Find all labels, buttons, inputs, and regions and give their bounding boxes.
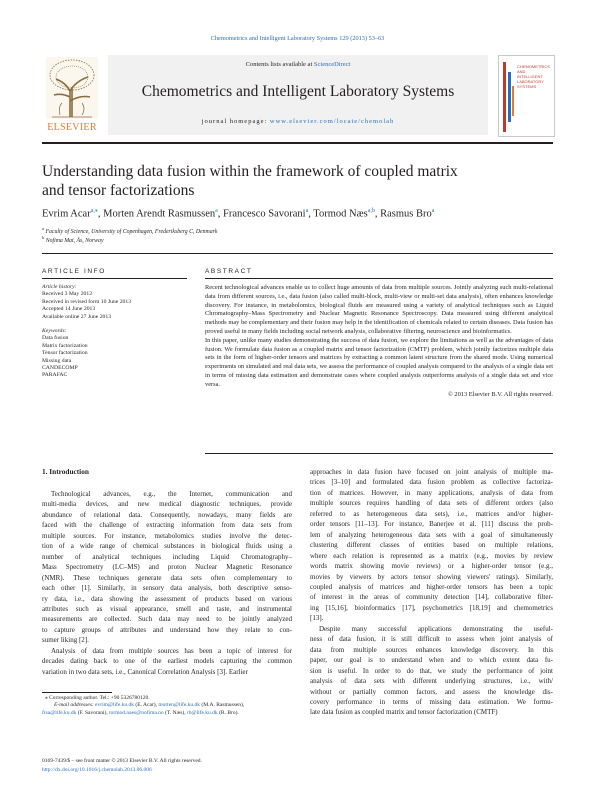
- keyword: PARAFAC: [42, 372, 68, 379]
- author-name[interactable]: Rasmus Bro: [380, 208, 432, 220]
- affiliation-text: Faculty of Science, University of Copenhagen, Frederiksberg C, Denmark: [45, 228, 218, 235]
- history-item: Available online 27 June 2013: [42, 313, 112, 320]
- body-text-line: of interest in the areas of community detection [14], collaborative filter-: [310, 593, 553, 602]
- sciencedirect-link[interactable]: ScienceDirect: [313, 61, 351, 68]
- body-text-line: faced with the challenge of extracting information from data sets from: [42, 521, 292, 530]
- body-text-line: movies by viewers by actors tensor showing viewers' ratings). Similarly,: [310, 572, 553, 581]
- email-owner: (R. Bro).: [217, 709, 239, 716]
- body-text-line: ness of data fusion, it is still difficult to assess when joint analysis of: [310, 635, 553, 644]
- footnote: [42, 695, 297, 717]
- affiliation: [42, 226, 217, 235]
- abstract-rule: [205, 278, 553, 279]
- author-separator: ,: [374, 208, 381, 220]
- email-owner: (M.A. Rasmussen),: [200, 702, 245, 709]
- abstract-bottom-rule: [205, 453, 553, 454]
- cover-title-line: INTELLIGENT: [517, 74, 543, 79]
- email-label: E-mail addresses:: [54, 702, 94, 709]
- body-text-line: data from multiple sources enhances knowledge discovery. In this: [310, 645, 553, 654]
- issn-line: 0169-7439/$ – see front matter © 2013 Elsevier B.V. All rights reserved.: [42, 758, 202, 764]
- history-item: Received in revised form 10 June 2013: [42, 298, 132, 305]
- cover-graphic-icon: [503, 62, 515, 132]
- body-text-line: ry data, i.e., data showing the assessment of products based on various: [42, 594, 292, 603]
- body-text-line: covery performance in terms of missing data estimation. We formu-: [310, 697, 553, 706]
- author-name[interactable]: Morten Arendt Rasmussen: [103, 208, 216, 220]
- abstract-copyright: © 2013 Elsevier B.V. All rights reserved.: [447, 390, 553, 398]
- email-owner: (F. Savorani),: [76, 709, 110, 716]
- email-owner: (E. Acar),: [134, 702, 159, 709]
- keywords-label: Keywords:: [42, 328, 67, 335]
- body-text-line: multiple sources. For instance, metabolomics studies involve the detec-: [42, 531, 292, 540]
- body-text-line: trices [3–10] and formulated data fusion problem as collective factoriza-: [310, 478, 553, 487]
- affiliation-mark: a: [42, 226, 44, 231]
- body-text-line: measurements are collected. Such data may need to be jointly analyzed: [42, 615, 292, 624]
- body-text-line: decades dating back to one of the earliest models capturing the common: [42, 657, 292, 666]
- body-text-line: multiple sources requires handling of data sets of different orders (also: [310, 499, 553, 508]
- body-text-line: words matrix showing movie reviews) or a higher-order tensor (e.g.,: [310, 562, 553, 571]
- publisher-name: ELSEVIER: [47, 122, 97, 133]
- body-text-line: sion is useful. In order to do that, we study the performance of joint: [310, 666, 553, 675]
- cover-title-line: AND: [517, 69, 526, 74]
- body-text-line: variation in two data sets, i.e., Canonical Correlation Analysis [3]. Earlier: [42, 667, 248, 676]
- elsevier-logo[interactable]: [42, 55, 102, 135]
- title-line: Understanding data fusion within the framework of coupled matrix: [42, 163, 458, 180]
- abstract: [205, 284, 553, 399]
- body-column-left: [42, 489, 292, 677]
- author-affiliation-mark[interactable]: a,⁎: [90, 208, 98, 214]
- affiliation-text: Nofima Mat, Ås, Norway: [45, 237, 104, 244]
- cover-title: [517, 64, 550, 89]
- journal-name: Chemometrics and Intelligent Laboratory Systems: [141, 83, 455, 100]
- author-list: [42, 207, 553, 220]
- masthead: [42, 55, 553, 150]
- abstract-heading: ABSTRACT: [205, 268, 253, 275]
- keyword: Matrix factorization: [42, 342, 88, 349]
- body-text-line: Mass Spectrometry (LC–MS) and proton Nuclear Magnetic Resonance: [42, 563, 292, 572]
- author-name[interactable]: Francesco Savorani: [223, 208, 306, 220]
- body-text-line: number of analytical techniques including Liquid Chromatography–: [42, 552, 292, 561]
- title-line: and tensor factorizations: [42, 182, 195, 199]
- body-text-line: without or partially common factors, and assess the knowledge dis-: [310, 687, 553, 696]
- body-text-line: sumer liking [2].: [42, 636, 89, 645]
- author-affiliation-mark[interactable]: a: [431, 208, 435, 214]
- footnote-rule: [42, 692, 112, 693]
- body-text-line: attributes such as visual appearance, smell and taste, and instrumental: [42, 604, 292, 613]
- body-text-line: lem of analyzing heterogeneous data sets with a goal of simultaneously: [310, 530, 553, 539]
- masthead-divider: [42, 142, 553, 144]
- author-affiliation-mark[interactable]: a: [305, 208, 309, 214]
- keyword: Tensor factorization: [42, 350, 88, 357]
- body-text-line: coupled analysis of matrices and higher-order tensors has been a topic: [310, 582, 553, 591]
- author-separator: ,: [217, 208, 224, 220]
- author-name[interactable]: Evrim Acar: [42, 208, 91, 220]
- cover-title-line: SYSTEMS: [517, 84, 537, 89]
- author-affiliation-mark[interactable]: a: [215, 208, 218, 214]
- spacer: [42, 321, 182, 328]
- body-column-right: [310, 467, 553, 718]
- keyword: CANDECOMP: [42, 365, 78, 372]
- email-owner: (T. Næs),: [163, 709, 187, 716]
- email-link[interactable]: rb@life.ku.dk: [186, 709, 218, 716]
- elsevier-tree-icon: [46, 57, 98, 119]
- body-text-line: multi-media devices, and new medical diagnostic techniques, provide: [42, 500, 292, 509]
- abstract-paragraph: In this paper, unlike many studies demonstrating the success of data fusion, we explore the limitations as well as the advantages of data fusion. We formulate data fusion as a coupled matrix and tensor factorization (CMTF) problem, which jointly factorizes multiple data sets in the form of higher-order tensors and matrices by extracting a common latent structure from the shared mode. Using numerical experiments on simulated and real data sets, we assess the performance of coupled analysis compared to the analysis of a single data set in terms of missing data estimation and demonstrate cases where coupled analysis outperforms analysis of a single data set and vice versa.: [205, 336, 553, 388]
- body-text-line: paper, our goal is to understand when and to which extent data fu-: [310, 656, 553, 665]
- body-text-line: tion of a wide range of chemical substances in biological fluids using a: [42, 542, 292, 551]
- body-text-line: (NMR). These techniques generate data sets often complementary to: [42, 573, 292, 582]
- body-text-line: each other [1]. Similarly, in sensory data analysis, both descriptive senso-: [42, 584, 292, 593]
- body-text-line: Analysis of data from multiple sources has been a topic of interest for: [51, 646, 292, 655]
- body-text-line: to capture groups of attributes and understand how they relate to con-: [42, 625, 292, 634]
- history-item: Received 3 May 2012: [42, 291, 93, 298]
- homepage-label: journal homepage:: [201, 118, 270, 125]
- body-text-line: abundance of relational data. Consequently, nowadays, many fields are: [42, 510, 292, 519]
- body-text-line: order tensors [11–13]. For instance, Banerjee et al. [11] discuss the prob-: [310, 520, 553, 529]
- body-text-line: where each relation is represented as a matrix (e.g., movies by review: [310, 551, 553, 560]
- email-link[interactable]: tormod.naes@nofima.no: [109, 709, 164, 716]
- journal-cover-thumbnail[interactable]: [498, 55, 555, 137]
- body-text-line: Technological advances, e.g., the Internet, communication and: [51, 490, 292, 498]
- email-link[interactable]: frsa@life.ku.dk: [42, 709, 77, 716]
- journal-header-band: [108, 55, 488, 135]
- cover-title-line: CHEMOMETRICS: [517, 64, 550, 69]
- body-text-line: analysis of data sets with different underlying structures, i.e., with/: [310, 677, 553, 686]
- body-text-line: Despite many successful applications demonstrating the useful-: [319, 624, 553, 633]
- article-info: [42, 284, 182, 380]
- body-text-line: [13].: [310, 614, 324, 623]
- body-text-line: late data fusion as coupled matrix and tensor factorization (CMTF): [310, 708, 498, 717]
- body-text-line: approaches in data fusion have focused on joint analysis of multiple ma-: [310, 468, 553, 476]
- email-link[interactable]: morten@life.ku.dk: [158, 702, 201, 709]
- author-separator: ,: [97, 208, 104, 220]
- article-title: [42, 162, 502, 200]
- homepage-link[interactable]: www.elsevier.com/locate/chemolab: [269, 118, 395, 125]
- section-heading: 1. Introduction: [42, 467, 89, 476]
- body-text-line: clustering different classes of entities based on multiple relations,: [310, 541, 553, 550]
- author-separator: ,: [308, 208, 314, 220]
- body-text-line: ing [15,16], bioinformatics [17], psychometrics [18,19] and chemometrics: [310, 603, 553, 612]
- corresponding-author: ⁎ Corresponding author. Tel.: +90 5326780120.: [45, 695, 150, 701]
- publication-meta: [42, 757, 342, 774]
- doi-link[interactable]: http://dx.doi.org/10.1016/j.chemolab.2013.06.006: [42, 766, 152, 773]
- header-divider: [42, 253, 553, 254]
- article-info-rule: [42, 278, 187, 279]
- keyword: Data fusion: [42, 335, 69, 342]
- history-item: Accepted 14 June 2013: [42, 306, 96, 313]
- abstract-paragraph: Recent technological advances enable us to collect huge amounts of data from multiple sources. Jointly analyzing such multi-relational data from different sources, i.e., data fusion (also called multi-block, multi-view or multi-set data analysis), often enhances knowledge discovery. For instance, in metabolomics, biological fluids are measured using a variety of analytical techniques such as Liquid Chromatography–Mass Spectrometry and Nuclear Magnetic Resonance Spectroscopy. Data measured using different analytical methods may be complementary and their fusion may help in the identification of chemicals related to certain diseases. Data fusion has proved useful in many fields including social network analysis, collaborative filtering, neuroscience and bioinformatics.: [205, 284, 553, 335]
- email-link[interactable]: evrim@life.ku.dk: [95, 702, 135, 709]
- author-affiliation-mark[interactable]: a,b: [367, 208, 375, 214]
- history-label: Article history:: [42, 284, 77, 290]
- contents-line: [108, 61, 488, 68]
- body-text-line: tion of matrices. However, in many applications, analysis of data from: [310, 488, 553, 497]
- journal-homepage: [108, 118, 488, 125]
- affiliation-mark: b: [42, 235, 45, 240]
- author-name[interactable]: Tormod Næs: [313, 208, 368, 220]
- contents-prefix: Contents lists available at: [245, 61, 314, 68]
- journal-reference[interactable]: Chemometrics and Intelligent Laboratory Systems 129 (2013) 53–63: [210, 35, 385, 42]
- body-text-line: referred to as heterogeneous data sets), i.e., matrices and/or higher-: [310, 509, 553, 518]
- cover-title-line: LABORATORY: [517, 79, 544, 84]
- keyword: Missing data: [42, 357, 72, 364]
- affiliation: [42, 235, 104, 244]
- article-info-heading: ARTICLE INFO: [42, 268, 106, 275]
